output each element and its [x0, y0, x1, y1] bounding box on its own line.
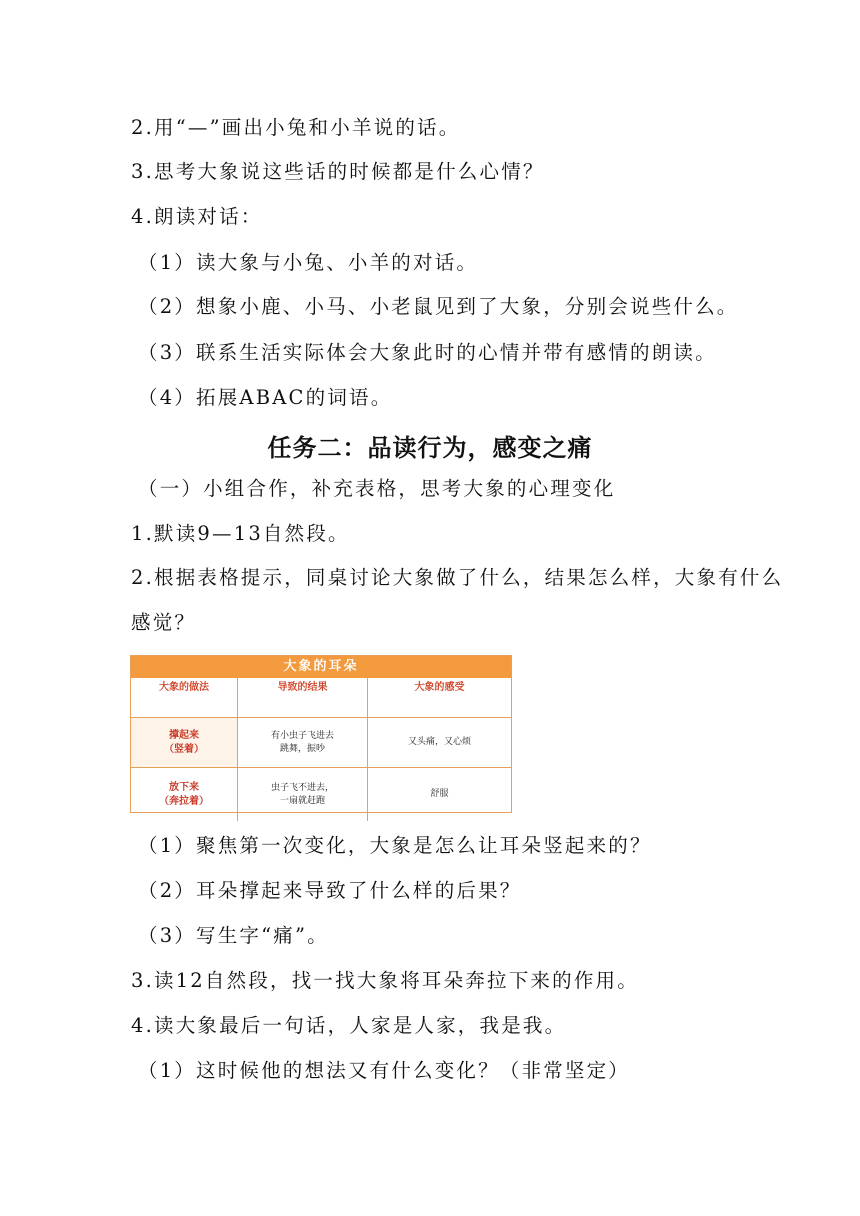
result-line: 跳舞，振吵 — [279, 743, 325, 754]
table-cell-feeling: 舒服 — [430, 789, 449, 800]
step-2-text: 2.用“—”画出小兔和小羊说的话。 — [131, 116, 461, 139]
table-cell-result — [238, 768, 368, 821]
step-2b-continued: 感觉？ — [131, 611, 197, 634]
section-heading: 任务二：品读行为，感变之痛 — [267, 434, 593, 462]
sub-item-b3: （3）写生字“痛”。 — [138, 924, 329, 947]
step-2b-text: 2.根据表格提示，同桌讨论大象做了什么，结果怎么样，大象有什么 — [131, 566, 784, 589]
result-line: 虫子飞不进去， — [270, 783, 334, 794]
table-cell-result — [238, 718, 368, 768]
table-header: 大象的做法 — [131, 678, 238, 718]
table-title: 大象的耳朵 — [131, 656, 511, 678]
table-header: 大象的感受 — [368, 678, 511, 718]
table-header: 导致的结果 — [238, 678, 368, 718]
sub-item-4: （4）拓展ABAC的词语。 — [138, 386, 393, 409]
table-cell-action — [131, 768, 238, 821]
ear-table — [130, 655, 512, 813]
result-line: 有小虫子飞进去 — [270, 731, 334, 742]
step-4b-text: 4.读大象最后一句话，人家是人家，我是我。 — [131, 1014, 567, 1037]
action-line: 撑起来 — [169, 730, 199, 741]
sub-item-1: （1）读大象与小兔、小羊的对话。 — [138, 251, 479, 274]
sub-item-2: （2）想象小鹿、小马、小老鼠见到了大象，分别会说些什么。 — [138, 295, 739, 318]
sub-item-c1: （1）这时候他的想法又有什么变化？（非常坚定） — [138, 1059, 631, 1082]
sub-item-3: （3）联系生活实际体会大象此时的心情并带有感情的朗读。 — [138, 341, 717, 364]
action-line: （竖着） — [164, 743, 204, 755]
sub-item-b2: （2）耳朵撑起来导致了什么样的后果？ — [138, 879, 522, 902]
step-1-text: 1.默读9—13自然段。 — [131, 522, 350, 545]
table-grid — [131, 678, 511, 821]
step-3b-text: 3.读12自然段，找一找大象将耳朵奔拉下来的作用。 — [131, 969, 639, 992]
action-line: （奔拉着） — [159, 795, 209, 807]
result-line: 一扇就赶跑 — [279, 795, 325, 806]
step-4-text: 4.朗读对话： — [131, 205, 263, 228]
step-3-text: 3.思考大象说这些话的时候都是什么心情？ — [131, 160, 545, 183]
table-cell-feeling: 又头痛，又心烦 — [368, 718, 511, 768]
table-cell-action — [131, 718, 238, 768]
group-title: （一）小组合作，补充表格，思考大象的心理变化 — [138, 477, 616, 500]
action-line: 放下来 — [169, 782, 199, 793]
sub-item-b1: （1）聚焦第一次变化，大象是怎么让耳朵竖起来的？ — [138, 834, 652, 857]
